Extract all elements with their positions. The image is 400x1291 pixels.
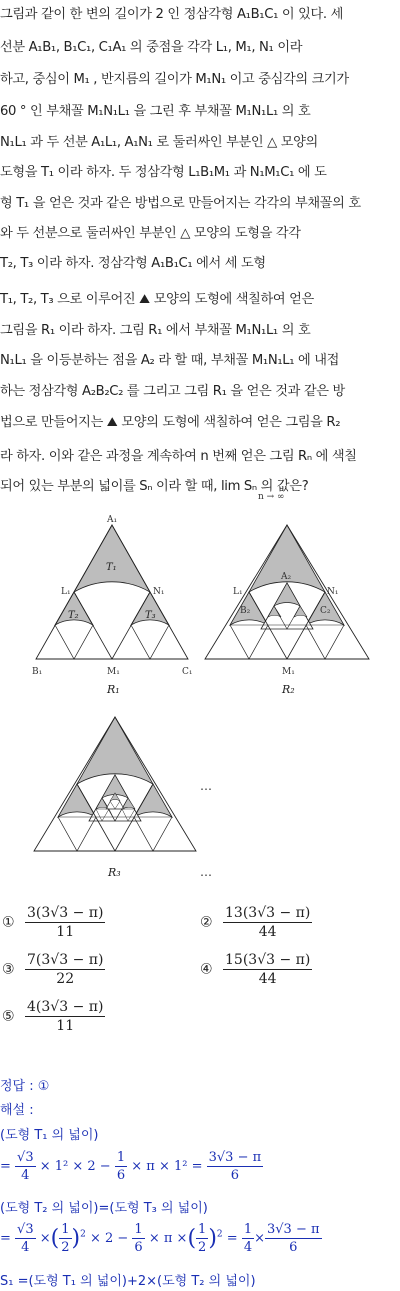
choice-2[interactable]: ② $\frac{13(3√3 - \pi)}{44}$: [200, 905, 311, 940]
shade-r2-inner: [274, 583, 300, 606]
ellipsis-1: …: [200, 779, 212, 793]
choice-4[interactable]: ④ $\frac{15(3√3 - \pi)}{44}$: [200, 952, 311, 987]
label-l1: L₁: [61, 587, 71, 597]
problem-line: 하고, 중심이 M₁ , 반지름의 길이가 M₁N₁ 이고 중심각의 크기가: [0, 72, 349, 87]
problem-line: 법으로 만들어지는 ⛰ 모양의 도형에 색칠하여 얻은 그림을 R₂: [0, 415, 341, 430]
t1-area-label: (도형 T₁ 의 넓이): [0, 1128, 99, 1143]
caption-r2: R₂: [282, 683, 295, 696]
small-triangles-left: [55, 625, 93, 659]
choice-5[interactable]: ⑤ $\frac{4(3√3 - \pi)}{11}$: [2, 999, 104, 1034]
caption-r3: R₃: [108, 866, 121, 879]
limit-subscript: n → ∞: [258, 492, 285, 502]
r2-small-left: [230, 625, 268, 659]
problem-line: 그림과 같이 한 변의 길이가 2 인 정삼각형 A₁B₁C₁ 이 있다. 세: [0, 7, 343, 22]
problem-line: N₁L₁ 과 두 선분 A₁L₁, A₁N₁ 로 둘러싸인 부분인 △ 모양의: [0, 135, 318, 150]
problem-line: T₂, T₃ 이라 하자. 정삼각형 A₁B₁C₁ 에서 세 도형: [0, 256, 266, 271]
answer: 정답 : ①: [0, 1079, 50, 1094]
label-c1: C₁: [182, 667, 193, 677]
label-n1: N₁: [153, 587, 165, 597]
label-t1: T₁: [106, 562, 117, 573]
small-triangles-right: [131, 625, 169, 659]
label-r2-a2: A₂: [281, 572, 292, 582]
shade-t1: [74, 525, 150, 592]
problem-line: 와 두 선분으로 둘러싸인 부분인 △ 모양의 도형을 각각: [0, 226, 301, 241]
label-t3: T₃: [145, 610, 156, 621]
ellipsis-2: …: [200, 865, 212, 879]
choice-3[interactable]: ③ $\frac{7(3√3 - \pi)}{22}$: [2, 952, 104, 987]
problem-line: 그림을 R₁ 이라 하자. 그림 R₁ 에서 부채꼴 M₁N₁L₁ 의 호: [0, 323, 311, 338]
figure-r2: [200, 512, 380, 712]
label-r2-b2: B₂: [240, 606, 251, 616]
label-t2: T₂: [68, 610, 79, 621]
r3-small-right: [134, 817, 172, 851]
problem-line: 60 ° 인 부채꼴 M₁N₁L₁ 을 그린 후 부채꼴 M₁N₁L₁ 의 호: [0, 104, 311, 119]
problem-line: T₁, T₂, T₃ 으로 이루어진 ⛰ 모양의 도형에 색칠하여 얻은: [0, 292, 314, 307]
label-r2-c2: C₂: [320, 606, 331, 616]
s1-line: S₁ =(도형 T₁ 의 넓이)+2×(도형 T₂ 의 넓이): [0, 1274, 256, 1289]
shade-r3-t3: [134, 784, 172, 817]
problem-line: 하는 정삼각형 A₂B₂C₂ 를 그리고 그림 R₁ 을 얻은 것과 같은 방: [0, 384, 345, 399]
label-r2-m1: M₁: [282, 667, 295, 677]
figure-r3: [30, 712, 260, 882]
label-m1: M₁: [107, 667, 120, 677]
t2-area-label: (도형 T₂ 의 넓이)=(도형 T₃ 의 넓이): [0, 1201, 208, 1216]
problem-line: 도형을 T₁ 이라 하자. 두 정삼각형 L₁B₁M₁ 과 N₁M₁C₁ 에 도: [0, 165, 327, 180]
problem-line: 선분 A₁B₁, B₁C₁, C₁A₁ 의 중점을 각각 L₁, M₁, N₁ 이라: [0, 40, 303, 55]
figure-r1: [30, 512, 205, 712]
problem-line: 라 하자. 이와 같은 과정을 계속하여 n 번째 얻은 그림 Rₙ 에 색칠: [0, 449, 357, 464]
t2-equation: = $\frac{√3}{4}$ ×( $\frac{1}{2}$ )$^2$ × 2 − $\frac{1}{6}$ × π ×( $\frac{1}{2}$ )$^2$ = $\frac{1}{4}$ × $\frac{3√3 - \pi}{6}$: [0, 1222, 320, 1255]
shade-r3-t1: [77, 717, 153, 784]
r3-small-left: [58, 817, 96, 851]
shade-r3-t2: [58, 784, 96, 817]
label-r2-n1: N₁: [327, 587, 339, 597]
r2-small-right: [306, 625, 344, 659]
problem-line: N₁L₁ 을 이등분하는 점을 A₂ 라 할 때, 부채꼴 M₁N₁L₁ 에 내접: [0, 353, 340, 368]
caption-r1: R₁: [107, 683, 120, 696]
problem-line: 형 T₁ 을 얻은 것과 같은 방법으로 만들어지는 각각의 부채꼴의 호: [0, 196, 361, 211]
label-r2-l1: L₁: [233, 587, 243, 597]
choice-1[interactable]: ① $\frac{3(3√3 - \pi)}{11}$: [2, 905, 104, 940]
label-a1: A₁: [107, 515, 118, 525]
t1-equation: = $\frac{√3}{4}$ × 1² × 2 − $\frac{1}{6}$ × π × 1² = $\frac{3√3 - \pi}{6}$: [0, 1150, 262, 1183]
label-b1: B₁: [32, 667, 43, 677]
problem-line: 되어 있는 부분의 넓이를 Sₙ 이라 할 때, lim Sₙ 의 값은?: [0, 479, 309, 494]
solution-heading: 해설 :: [0, 1103, 34, 1118]
